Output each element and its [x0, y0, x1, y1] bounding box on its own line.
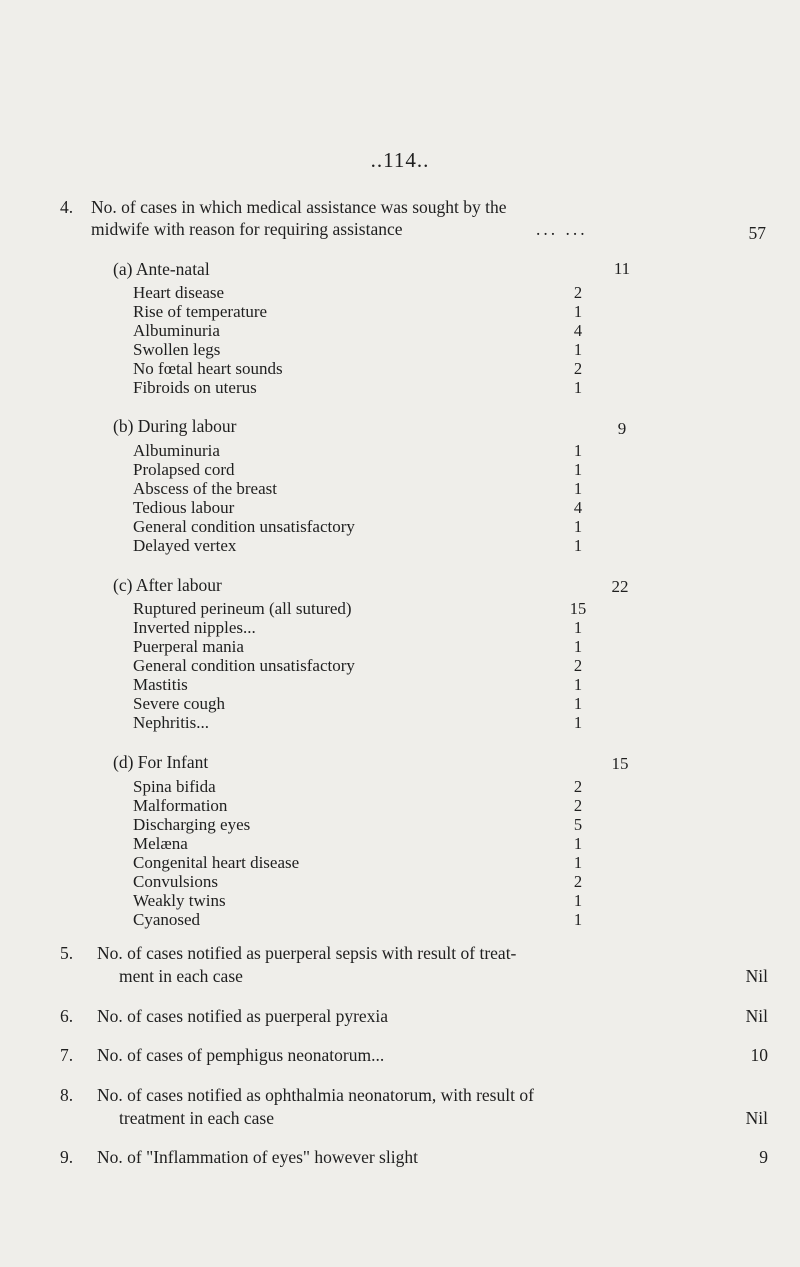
row-label: Cyanosed — [133, 910, 201, 929]
item-8-line-1: No. of cases notified as ophthalmia neonatorum, with result of — [97, 1085, 534, 1105]
row-label: Mastitis — [133, 675, 188, 694]
item-4-line-2: midwife with reason for requiring assistance ... ... — [91, 219, 588, 239]
row-label: Rise of temperature — [133, 302, 268, 321]
row-value: 1 — [573, 302, 583, 321]
item-5-value: Nil — [745, 966, 768, 986]
row-value: 1 — [573, 340, 583, 359]
section-b-label: (b) During labour — [113, 416, 237, 436]
row-value: 1 — [573, 441, 583, 460]
row-value: 1 — [573, 834, 583, 853]
item-6-line-1: No. of cases notified as puerperal pyrexia — [97, 1006, 389, 1026]
row-label: Discharging eyes — [133, 815, 251, 834]
row-label: General condition unsatisfactory — [133, 656, 355, 675]
row-label: Congenital heart disease — [133, 853, 300, 872]
row-label: Inverted nipples... — [133, 618, 256, 637]
item-7-value: 10 — [750, 1045, 768, 1065]
row-value: 4 — [573, 321, 583, 340]
row-value: 1 — [573, 694, 583, 713]
item-4-total: 57 — [748, 223, 766, 243]
section-d-total: 15 — [611, 754, 629, 773]
row-label: Puerperal mania — [133, 637, 244, 656]
row-value: 1 — [573, 618, 583, 637]
row-label: Heart disease — [133, 283, 225, 302]
item-4-line-1: No. of cases in which medical assistance was sought by the — [91, 197, 507, 217]
page-number: ..114.. — [370, 148, 430, 172]
row-label: Tedious labour — [133, 498, 235, 517]
row-label: No fœtal heart sounds — [133, 359, 283, 378]
row-value: 1 — [573, 479, 583, 498]
row-value: 1 — [573, 675, 583, 694]
row-value: 15 — [569, 599, 587, 618]
item-number-7: 7. — [60, 1045, 74, 1065]
row-label: Albuminuria — [133, 321, 220, 340]
section-d-label: (d) For Infant — [113, 752, 209, 772]
row-value: 4 — [573, 498, 583, 517]
item-number-6: 6. — [60, 1006, 74, 1026]
item-number-4: 4. — [60, 197, 74, 217]
row-label: Ruptured perineum (all sutured) — [133, 599, 352, 618]
row-value: 1 — [573, 713, 583, 732]
item-number-5: 5. — [60, 943, 74, 963]
item-5-line-2: ment in each case — [119, 966, 243, 986]
section-a-total: 11 — [613, 259, 631, 278]
row-label: Severe cough — [133, 694, 226, 713]
section-a-label: (a) Ante-natal — [113, 259, 210, 279]
section-c-label: (c) After labour — [113, 575, 222, 595]
row-label: Convulsions — [133, 872, 219, 891]
row-value: 1 — [573, 378, 583, 397]
row-label: Fibroids on uterus — [133, 378, 257, 397]
row-value: 1 — [573, 637, 583, 656]
row-value: 1 — [573, 910, 583, 929]
row-value: 1 — [573, 536, 583, 555]
row-value: 1 — [573, 460, 583, 479]
item-9-line-1: No. of "Inflammation of eyes" however slight — [97, 1147, 418, 1167]
row-value: 2 — [573, 283, 583, 302]
row-label: Delayed vertex — [133, 536, 237, 555]
row-value: 2 — [573, 656, 583, 675]
item-5-line-1: No. of cases notified as puerperal sepsis with result of treat- — [97, 943, 517, 963]
section-b-total: 9 — [617, 419, 627, 438]
row-label: Weakly twins — [133, 891, 226, 910]
item-7-line-1: No. of cases of pemphigus neonatorum... — [97, 1045, 385, 1065]
row-value: 1 — [573, 517, 583, 536]
row-value: 5 — [573, 815, 583, 834]
row-label: Swollen legs — [133, 340, 221, 359]
row-label: Albuminuria — [133, 441, 220, 460]
row-value: 1 — [573, 891, 583, 910]
row-label: Spina bifida — [133, 777, 216, 796]
section-c-total: 22 — [611, 577, 629, 596]
item-8-line-2: treatment in each case — [119, 1108, 274, 1128]
row-value: 2 — [573, 359, 583, 378]
item-9-value: 9 — [759, 1147, 768, 1167]
row-value: 2 — [573, 872, 583, 891]
item-6-value: Nil — [745, 1006, 768, 1026]
row-label: Abscess of the breast — [133, 479, 277, 498]
item-number-9: 9. — [60, 1147, 74, 1167]
item-8-value: Nil — [745, 1108, 768, 1128]
row-value: 2 — [573, 777, 583, 796]
row-value: 1 — [573, 853, 583, 872]
item-number-8: 8. — [60, 1085, 74, 1105]
row-label: Malformation — [133, 796, 228, 815]
row-label: Nephritis... — [133, 713, 210, 732]
row-label: Melæna — [133, 834, 188, 853]
row-label: General condition unsatisfactory — [133, 517, 355, 536]
row-label: Prolapsed cord — [133, 460, 235, 479]
row-value: 2 — [573, 796, 583, 815]
